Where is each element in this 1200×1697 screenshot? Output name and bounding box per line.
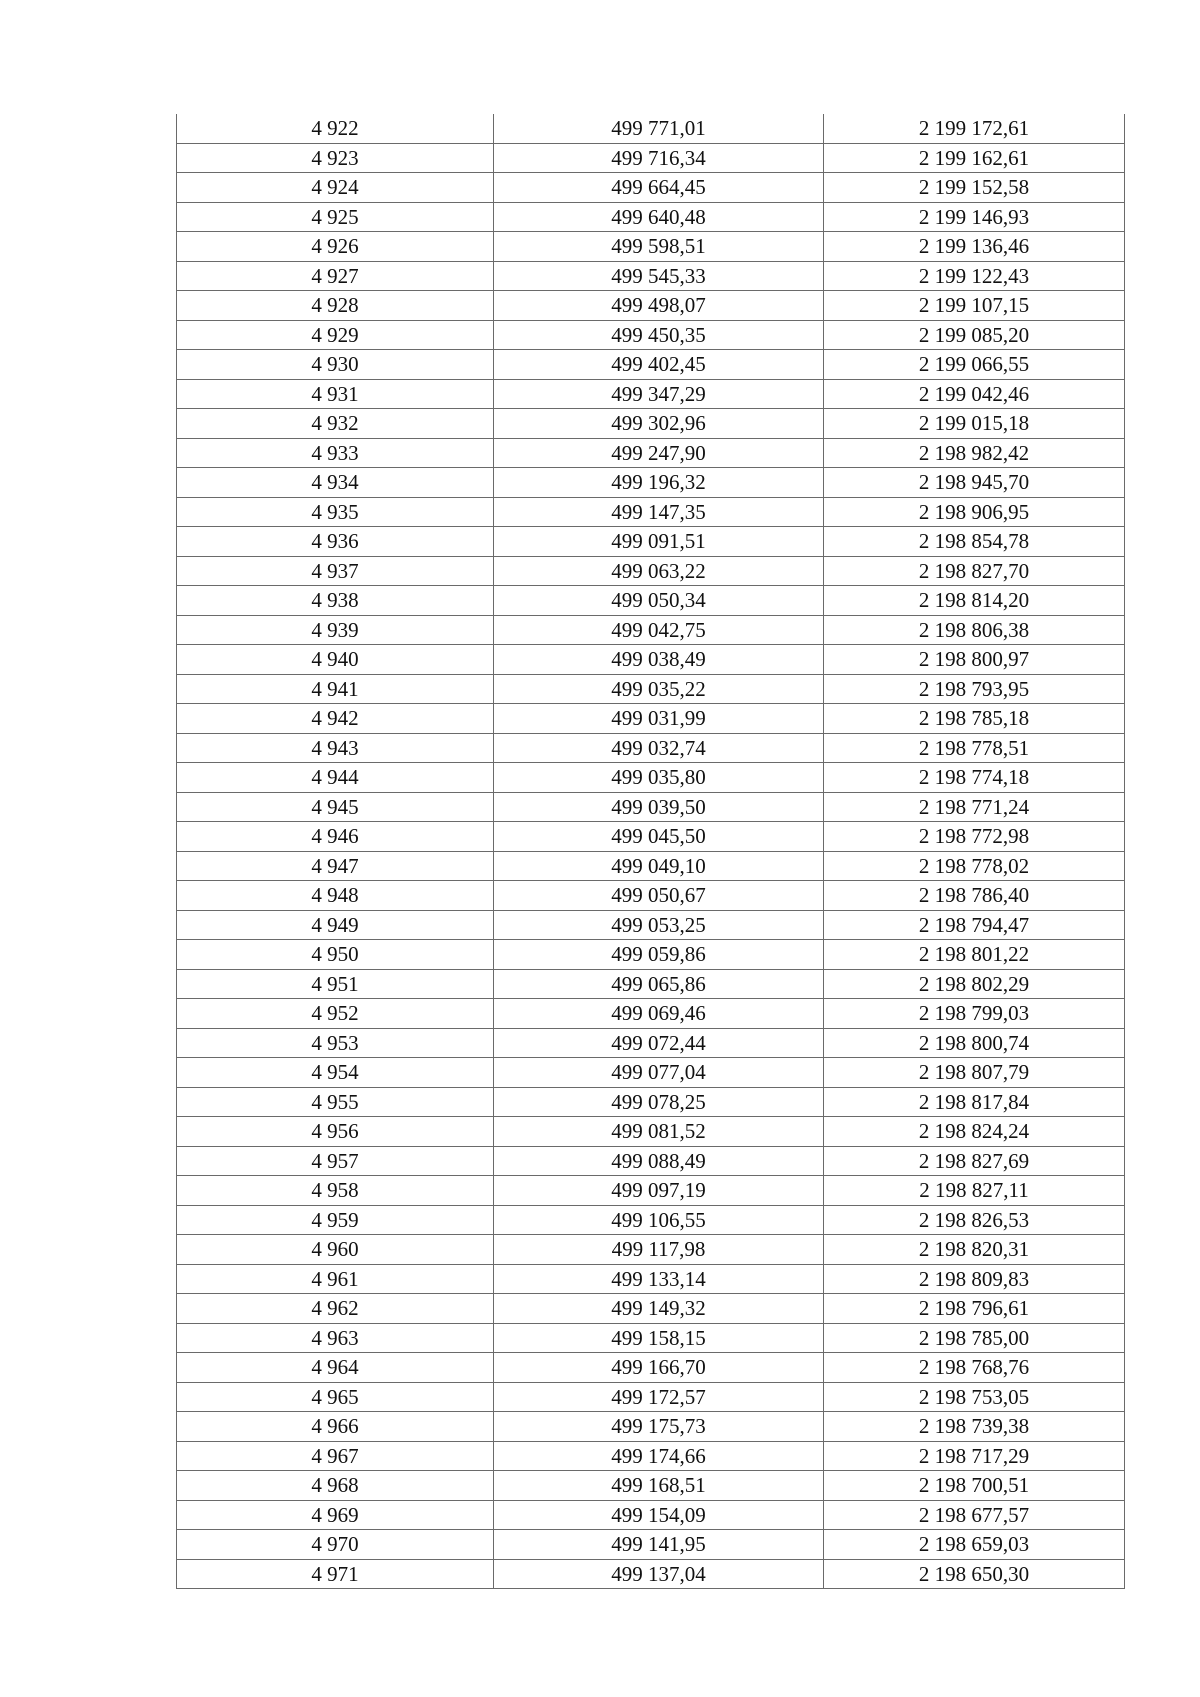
y-coordinate-cell: 2 198 827,11 (824, 1176, 1125, 1206)
table-row (177, 173, 1125, 203)
x-coordinate-cell: 499 053,25 (494, 910, 824, 940)
y-coordinate-cell: 2 198 802,29 (824, 969, 1125, 999)
x-coordinate-cell: 499 088,49 (494, 1146, 824, 1176)
point-number-cell: 4 969 (177, 1500, 494, 1530)
point-number-cell: 4 931 (177, 379, 494, 409)
point-number-cell: 4 950 (177, 940, 494, 970)
table-row (177, 143, 1125, 173)
table-row (177, 1323, 1125, 1353)
table-row (177, 1028, 1125, 1058)
x-coordinate-cell: 499 196,32 (494, 468, 824, 498)
point-number-cell: 4 935 (177, 497, 494, 527)
x-coordinate-cell: 499 664,45 (494, 173, 824, 203)
point-number-cell: 4 949 (177, 910, 494, 940)
table-row (177, 497, 1125, 527)
x-coordinate-cell: 499 302,96 (494, 409, 824, 439)
x-coordinate-cell: 499 141,95 (494, 1530, 824, 1560)
y-coordinate-cell: 2 199 015,18 (824, 409, 1125, 439)
x-coordinate-cell: 499 172,57 (494, 1382, 824, 1412)
table-row (177, 674, 1125, 704)
y-coordinate-cell: 2 199 107,15 (824, 291, 1125, 321)
point-number-cell: 4 940 (177, 645, 494, 675)
table-row (177, 1353, 1125, 1383)
table-row (177, 261, 1125, 291)
x-coordinate-cell: 499 050,34 (494, 586, 824, 616)
x-coordinate-cell: 499 402,45 (494, 350, 824, 380)
y-coordinate-cell: 2 198 677,57 (824, 1500, 1125, 1530)
y-coordinate-cell: 2 198 824,24 (824, 1117, 1125, 1147)
table-row (177, 615, 1125, 645)
point-number-cell: 4 956 (177, 1117, 494, 1147)
x-coordinate-cell: 499 077,04 (494, 1058, 824, 1088)
x-coordinate-cell: 499 450,35 (494, 320, 824, 350)
table-row (177, 1382, 1125, 1412)
table-row (177, 1235, 1125, 1265)
point-number-cell: 4 948 (177, 881, 494, 911)
table-row (177, 438, 1125, 468)
y-coordinate-cell: 2 198 768,76 (824, 1353, 1125, 1383)
table-row (177, 851, 1125, 881)
x-coordinate-cell: 499 038,49 (494, 645, 824, 675)
x-coordinate-cell: 499 081,52 (494, 1117, 824, 1147)
table-row (177, 409, 1125, 439)
table-row (177, 1205, 1125, 1235)
x-coordinate-cell: 499 035,22 (494, 674, 824, 704)
y-coordinate-cell: 2 198 854,78 (824, 527, 1125, 557)
y-coordinate-cell: 2 198 793,95 (824, 674, 1125, 704)
point-number-cell: 4 930 (177, 350, 494, 380)
table-row (177, 202, 1125, 232)
y-coordinate-cell: 2 198 800,74 (824, 1028, 1125, 1058)
y-coordinate-cell: 2 198 817,84 (824, 1087, 1125, 1117)
point-number-cell: 4 928 (177, 291, 494, 321)
y-coordinate-cell: 2 198 778,51 (824, 733, 1125, 763)
y-coordinate-cell: 2 198 786,40 (824, 881, 1125, 911)
point-number-cell: 4 963 (177, 1323, 494, 1353)
y-coordinate-cell: 2 198 794,47 (824, 910, 1125, 940)
y-coordinate-cell: 2 198 753,05 (824, 1382, 1125, 1412)
x-coordinate-cell: 499 137,04 (494, 1559, 824, 1589)
y-coordinate-cell: 2 198 827,70 (824, 556, 1125, 586)
table-row (177, 1087, 1125, 1117)
table-row (177, 320, 1125, 350)
table-row (177, 1441, 1125, 1471)
table-row (177, 586, 1125, 616)
point-number-cell: 4 962 (177, 1294, 494, 1324)
x-coordinate-cell: 499 174,66 (494, 1441, 824, 1471)
point-number-cell: 4 939 (177, 615, 494, 645)
table-row (177, 1264, 1125, 1294)
y-coordinate-cell: 2 199 042,46 (824, 379, 1125, 409)
y-coordinate-cell: 2 199 136,46 (824, 232, 1125, 262)
table-row (177, 733, 1125, 763)
table-row (177, 792, 1125, 822)
table-row (177, 969, 1125, 999)
table-row (177, 940, 1125, 970)
y-coordinate-cell: 2 198 717,29 (824, 1441, 1125, 1471)
table-row (177, 881, 1125, 911)
table-row (177, 645, 1125, 675)
coordinates-table-body (177, 114, 1125, 1589)
y-coordinate-cell: 2 198 826,53 (824, 1205, 1125, 1235)
x-coordinate-cell: 499 771,01 (494, 114, 824, 143)
point-number-cell: 4 925 (177, 202, 494, 232)
point-number-cell: 4 944 (177, 763, 494, 793)
point-number-cell: 4 927 (177, 261, 494, 291)
y-coordinate-cell: 2 198 771,24 (824, 792, 1125, 822)
table-row (177, 1058, 1125, 1088)
x-coordinate-cell: 499 045,50 (494, 822, 824, 852)
point-number-cell: 4 933 (177, 438, 494, 468)
x-coordinate-cell: 499 106,55 (494, 1205, 824, 1235)
point-number-cell: 4 946 (177, 822, 494, 852)
point-number-cell: 4 955 (177, 1087, 494, 1117)
point-number-cell: 4 936 (177, 527, 494, 557)
y-coordinate-cell: 2 198 778,02 (824, 851, 1125, 881)
point-number-cell: 4 947 (177, 851, 494, 881)
x-coordinate-cell: 499 042,75 (494, 615, 824, 645)
y-coordinate-cell: 2 198 820,31 (824, 1235, 1125, 1265)
coordinates-table (176, 114, 1125, 1589)
x-coordinate-cell: 499 133,14 (494, 1264, 824, 1294)
table-row (177, 1294, 1125, 1324)
point-number-cell: 4 961 (177, 1264, 494, 1294)
point-number-cell: 4 957 (177, 1146, 494, 1176)
y-coordinate-cell: 2 199 122,43 (824, 261, 1125, 291)
x-coordinate-cell: 499 158,15 (494, 1323, 824, 1353)
point-number-cell: 4 953 (177, 1028, 494, 1058)
point-number-cell: 4 965 (177, 1382, 494, 1412)
x-coordinate-cell: 499 049,10 (494, 851, 824, 881)
y-coordinate-cell: 2 198 827,69 (824, 1146, 1125, 1176)
table-row (177, 1500, 1125, 1530)
table-row (177, 556, 1125, 586)
table-row (177, 704, 1125, 734)
point-number-cell: 4 959 (177, 1205, 494, 1235)
x-coordinate-cell: 499 117,98 (494, 1235, 824, 1265)
point-number-cell: 4 934 (177, 468, 494, 498)
y-coordinate-cell: 2 198 945,70 (824, 468, 1125, 498)
y-coordinate-cell: 2 198 700,51 (824, 1471, 1125, 1501)
x-coordinate-cell: 499 065,86 (494, 969, 824, 999)
x-coordinate-cell: 499 347,29 (494, 379, 824, 409)
point-number-cell: 4 922 (177, 114, 494, 143)
point-number-cell: 4 970 (177, 1530, 494, 1560)
y-coordinate-cell: 2 198 809,83 (824, 1264, 1125, 1294)
table-row (177, 350, 1125, 380)
x-coordinate-cell: 499 166,70 (494, 1353, 824, 1383)
point-number-cell: 4 971 (177, 1559, 494, 1589)
y-coordinate-cell: 2 198 982,42 (824, 438, 1125, 468)
x-coordinate-cell: 499 598,51 (494, 232, 824, 262)
point-number-cell: 4 968 (177, 1471, 494, 1501)
y-coordinate-cell: 2 198 906,95 (824, 497, 1125, 527)
table-row (177, 999, 1125, 1029)
point-number-cell: 4 960 (177, 1235, 494, 1265)
x-coordinate-cell: 499 032,74 (494, 733, 824, 763)
point-number-cell: 4 926 (177, 232, 494, 262)
x-coordinate-cell: 499 050,67 (494, 881, 824, 911)
point-number-cell: 4 923 (177, 143, 494, 173)
y-coordinate-cell: 2 198 785,18 (824, 704, 1125, 734)
point-number-cell: 4 941 (177, 674, 494, 704)
y-coordinate-cell: 2 198 774,18 (824, 763, 1125, 793)
point-number-cell: 4 932 (177, 409, 494, 439)
x-coordinate-cell: 499 147,35 (494, 497, 824, 527)
x-coordinate-cell: 499 078,25 (494, 1087, 824, 1117)
y-coordinate-cell: 2 198 799,03 (824, 999, 1125, 1029)
point-number-cell: 4 943 (177, 733, 494, 763)
point-number-cell: 4 964 (177, 1353, 494, 1383)
x-coordinate-cell: 499 149,32 (494, 1294, 824, 1324)
y-coordinate-cell: 2 198 659,03 (824, 1530, 1125, 1560)
x-coordinate-cell: 499 031,99 (494, 704, 824, 734)
x-coordinate-cell: 499 059,86 (494, 940, 824, 970)
y-coordinate-cell: 2 198 800,97 (824, 645, 1125, 675)
table-row (177, 379, 1125, 409)
x-coordinate-cell: 499 247,90 (494, 438, 824, 468)
x-coordinate-cell: 499 039,50 (494, 792, 824, 822)
table-row (177, 527, 1125, 557)
y-coordinate-cell: 2 199 146,93 (824, 202, 1125, 232)
table-row (177, 1176, 1125, 1206)
y-coordinate-cell: 2 199 066,55 (824, 350, 1125, 380)
table-row (177, 1559, 1125, 1589)
table-row (177, 232, 1125, 262)
table-row (177, 114, 1125, 143)
x-coordinate-cell: 499 640,48 (494, 202, 824, 232)
y-coordinate-cell: 2 198 807,79 (824, 1058, 1125, 1088)
x-coordinate-cell: 499 072,44 (494, 1028, 824, 1058)
point-number-cell: 4 952 (177, 999, 494, 1029)
y-coordinate-cell: 2 198 801,22 (824, 940, 1125, 970)
table-row (177, 822, 1125, 852)
table-row (177, 1117, 1125, 1147)
point-number-cell: 4 967 (177, 1441, 494, 1471)
point-number-cell: 4 951 (177, 969, 494, 999)
point-number-cell: 4 966 (177, 1412, 494, 1442)
table-row (177, 1146, 1125, 1176)
point-number-cell: 4 958 (177, 1176, 494, 1206)
y-coordinate-cell: 2 198 796,61 (824, 1294, 1125, 1324)
point-number-cell: 4 924 (177, 173, 494, 203)
x-coordinate-cell: 499 498,07 (494, 291, 824, 321)
point-number-cell: 4 954 (177, 1058, 494, 1088)
y-coordinate-cell: 2 199 162,61 (824, 143, 1125, 173)
table-row (177, 1471, 1125, 1501)
point-number-cell: 4 937 (177, 556, 494, 586)
x-coordinate-cell: 499 063,22 (494, 556, 824, 586)
point-number-cell: 4 929 (177, 320, 494, 350)
x-coordinate-cell: 499 716,34 (494, 143, 824, 173)
table-row (177, 291, 1125, 321)
table-row (177, 468, 1125, 498)
y-coordinate-cell: 2 198 785,00 (824, 1323, 1125, 1353)
table-row (177, 1530, 1125, 1560)
x-coordinate-cell: 499 175,73 (494, 1412, 824, 1442)
y-coordinate-cell: 2 199 085,20 (824, 320, 1125, 350)
x-coordinate-cell: 499 097,19 (494, 1176, 824, 1206)
table-row (177, 910, 1125, 940)
y-coordinate-cell: 2 199 172,61 (824, 114, 1125, 143)
point-number-cell: 4 942 (177, 704, 494, 734)
y-coordinate-cell: 2 199 152,58 (824, 173, 1125, 203)
x-coordinate-cell: 499 545,33 (494, 261, 824, 291)
x-coordinate-cell: 499 069,46 (494, 999, 824, 1029)
point-number-cell: 4 938 (177, 586, 494, 616)
y-coordinate-cell: 2 198 650,30 (824, 1559, 1125, 1589)
y-coordinate-cell: 2 198 772,98 (824, 822, 1125, 852)
y-coordinate-cell: 2 198 806,38 (824, 615, 1125, 645)
x-coordinate-cell: 499 168,51 (494, 1471, 824, 1501)
x-coordinate-cell: 499 154,09 (494, 1500, 824, 1530)
point-number-cell: 4 945 (177, 792, 494, 822)
table-row (177, 763, 1125, 793)
y-coordinate-cell: 2 198 814,20 (824, 586, 1125, 616)
y-coordinate-cell: 2 198 739,38 (824, 1412, 1125, 1442)
table-row (177, 1412, 1125, 1442)
x-coordinate-cell: 499 035,80 (494, 763, 824, 793)
x-coordinate-cell: 499 091,51 (494, 527, 824, 557)
